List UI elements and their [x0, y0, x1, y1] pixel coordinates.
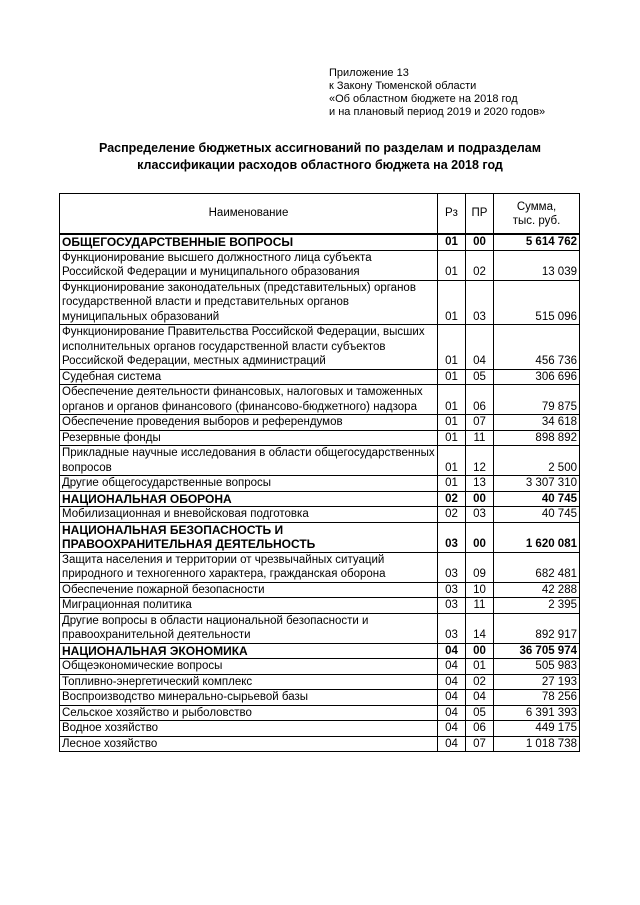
header-sum-line-2: тыс. руб.	[512, 214, 561, 227]
row-rz: 01	[438, 385, 466, 415]
row-rz: 01	[438, 369, 466, 385]
table-row	[60, 690, 580, 706]
row-rz: 03	[438, 522, 466, 552]
header-pr: ПР	[466, 194, 494, 235]
row-sum: 306 696	[494, 369, 580, 385]
row-pr: 11	[466, 430, 494, 446]
table-row	[60, 705, 580, 721]
row-name: Резервные фонды	[60, 430, 438, 446]
header-sum-line-1: Сумма,	[516, 200, 557, 213]
row-sum: 5 614 762	[494, 234, 580, 250]
row-name: Судебная система	[60, 369, 438, 385]
row-pr: 03	[466, 280, 494, 325]
row-pr: 01	[466, 659, 494, 675]
table-header-row	[60, 194, 580, 235]
row-pr: 04	[466, 325, 494, 370]
annex-line: Приложение 13	[329, 67, 409, 79]
row-rz: 01	[438, 325, 466, 370]
row-name: Функционирование законодательных (представительных) органов государственной власти и представительных органов муниципальных образований	[60, 280, 438, 325]
row-name: НАЦИОНАЛЬНАЯ БЕЗОПАСНОСТЬ И ПРАВООХРАНИТЕЛЬНАЯ ДЕЯТЕЛЬНОСТЬ	[60, 522, 438, 552]
row-pr: 12	[466, 446, 494, 476]
row-pr: 04	[466, 690, 494, 706]
row-pr: 00	[466, 643, 494, 659]
row-pr: 00	[466, 234, 494, 250]
annex-line: к Закону Тюменской области	[329, 80, 477, 92]
row-sum: 449 175	[494, 721, 580, 737]
row-rz: 01	[438, 280, 466, 325]
row-sum: 78 256	[494, 690, 580, 706]
row-sum: 40 745	[494, 491, 580, 507]
row-name: НАЦИОНАЛЬНАЯ ОБОРОНА	[60, 491, 438, 507]
row-pr: 03	[466, 507, 494, 523]
row-sum: 515 096	[494, 280, 580, 325]
row-sum: 682 481	[494, 552, 580, 582]
row-rz: 01	[438, 430, 466, 446]
row-sum: 3 307 310	[494, 476, 580, 492]
row-name: НАЦИОНАЛЬНАЯ ЭКОНОМИКА	[60, 643, 438, 659]
row-rz: 04	[438, 736, 466, 752]
row-name: Обеспечение пожарной безопасности	[60, 582, 438, 598]
row-rz: 02	[438, 507, 466, 523]
table-row	[60, 613, 580, 643]
row-sum: 456 736	[494, 325, 580, 370]
row-name: Обеспечение проведения выборов и референдумов	[60, 415, 438, 431]
row-rz: 04	[438, 721, 466, 737]
row-rz: 04	[438, 659, 466, 675]
table-row	[60, 385, 580, 415]
section-row	[60, 522, 580, 552]
row-pr: 10	[466, 582, 494, 598]
row-sum: 892 917	[494, 613, 580, 643]
table-row	[60, 552, 580, 582]
row-pr: 05	[466, 705, 494, 721]
row-sum: 2 500	[494, 446, 580, 476]
row-pr: 14	[466, 613, 494, 643]
row-sum: 34 618	[494, 415, 580, 431]
row-rz: 01	[438, 476, 466, 492]
table-row	[60, 325, 580, 370]
title-line-1: Распределение бюджетных ассигнований по разделам и подразделам	[99, 141, 541, 155]
row-pr: 05	[466, 369, 494, 385]
row-sum: 13 039	[494, 250, 580, 280]
row-pr: 02	[466, 674, 494, 690]
row-name: Функционирование Правительства Российской Федерации, высших исполнительных органов государственной власти субъектов Российской Федерации, местных администраций	[60, 325, 438, 370]
row-name: Функционирование высшего должностного лица субъекта Российской Федерации и муниципального образования	[60, 250, 438, 280]
row-rz: 03	[438, 552, 466, 582]
table-row	[60, 446, 580, 476]
row-sum: 27 193	[494, 674, 580, 690]
row-rz: 01	[438, 250, 466, 280]
section-row	[60, 491, 580, 507]
row-pr: 09	[466, 552, 494, 582]
row-rz: 04	[438, 690, 466, 706]
row-name: Воспроизводство минерально-сырьевой базы	[60, 690, 438, 706]
row-rz: 04	[438, 643, 466, 659]
header-sum	[494, 194, 580, 235]
row-pr: 06	[466, 721, 494, 737]
header-rz: Рз	[438, 194, 466, 235]
row-rz: 03	[438, 582, 466, 598]
row-name: Другие общегосударственные вопросы	[60, 476, 438, 492]
row-name: ОБЩЕГОСУДАРСТВЕННЫЕ ВОПРОСЫ	[60, 234, 438, 250]
row-name: Другие вопросы в области национальной безопасности и правоохранительной деятельности	[60, 613, 438, 643]
row-pr: 13	[466, 476, 494, 492]
row-name: Сельское хозяйство и рыболовство	[60, 705, 438, 721]
table-row	[60, 659, 580, 675]
row-name: Топливно-энергетический комплекс	[60, 674, 438, 690]
row-sum: 36 705 974	[494, 643, 580, 659]
row-sum: 2 395	[494, 598, 580, 614]
table-row	[60, 736, 580, 752]
table-row	[60, 250, 580, 280]
row-name: Миграционная политика	[60, 598, 438, 614]
table-row	[60, 598, 580, 614]
row-rz: 01	[438, 234, 466, 250]
row-name: Водное хозяйство	[60, 721, 438, 737]
row-rz: 03	[438, 613, 466, 643]
row-sum: 40 745	[494, 507, 580, 523]
row-rz: 03	[438, 598, 466, 614]
row-sum: 1 018 738	[494, 736, 580, 752]
row-pr: 07	[466, 736, 494, 752]
row-name: Прикладные научные исследования в области общегосударственных вопросов	[60, 446, 438, 476]
row-pr: 00	[466, 491, 494, 507]
table-row	[60, 415, 580, 431]
row-rz: 01	[438, 446, 466, 476]
title-line-2: классификации расходов областного бюджета на 2018 год	[137, 158, 503, 172]
table-row	[60, 674, 580, 690]
row-sum: 6 391 393	[494, 705, 580, 721]
section-row	[60, 234, 580, 250]
row-rz: 02	[438, 491, 466, 507]
row-pr: 07	[466, 415, 494, 431]
row-rz: 04	[438, 674, 466, 690]
table-row	[60, 430, 580, 446]
row-rz: 04	[438, 705, 466, 721]
row-sum: 898 892	[494, 430, 580, 446]
table-row	[60, 369, 580, 385]
table-row	[60, 280, 580, 325]
row-pr: 11	[466, 598, 494, 614]
row-name: Защита населения и территории от чрезвычайных ситуаций природного и техногенного характера, гражданская оборона	[60, 552, 438, 582]
budget-table	[59, 193, 580, 752]
table-row	[60, 507, 580, 523]
row-pr: 02	[466, 250, 494, 280]
section-row	[60, 643, 580, 659]
header-name: Наименование	[60, 194, 438, 235]
row-pr: 06	[466, 385, 494, 415]
row-name: Мобилизационная и вневойсковая подготовка	[60, 507, 438, 523]
table-row	[60, 476, 580, 492]
annex-line: «Об областном бюджете на 2018 год	[329, 93, 518, 105]
row-rz: 01	[438, 415, 466, 431]
document-title	[0, 140, 640, 174]
row-sum: 79 875	[494, 385, 580, 415]
annex-note	[329, 67, 545, 119]
row-name: Лесное хозяйство	[60, 736, 438, 752]
row-sum: 1 620 081	[494, 522, 580, 552]
row-name: Общеэкономические вопросы	[60, 659, 438, 675]
row-sum: 42 288	[494, 582, 580, 598]
table-row	[60, 721, 580, 737]
annex-line: и на плановый период 2019 и 2020 годов»	[329, 106, 546, 118]
row-name: Обеспечение деятельности финансовых, налоговых и таможенных органов и органов финансового (финансово-бюджетного) надзора	[60, 385, 438, 415]
row-sum: 505 983	[494, 659, 580, 675]
row-pr: 00	[466, 522, 494, 552]
table-row	[60, 582, 580, 598]
